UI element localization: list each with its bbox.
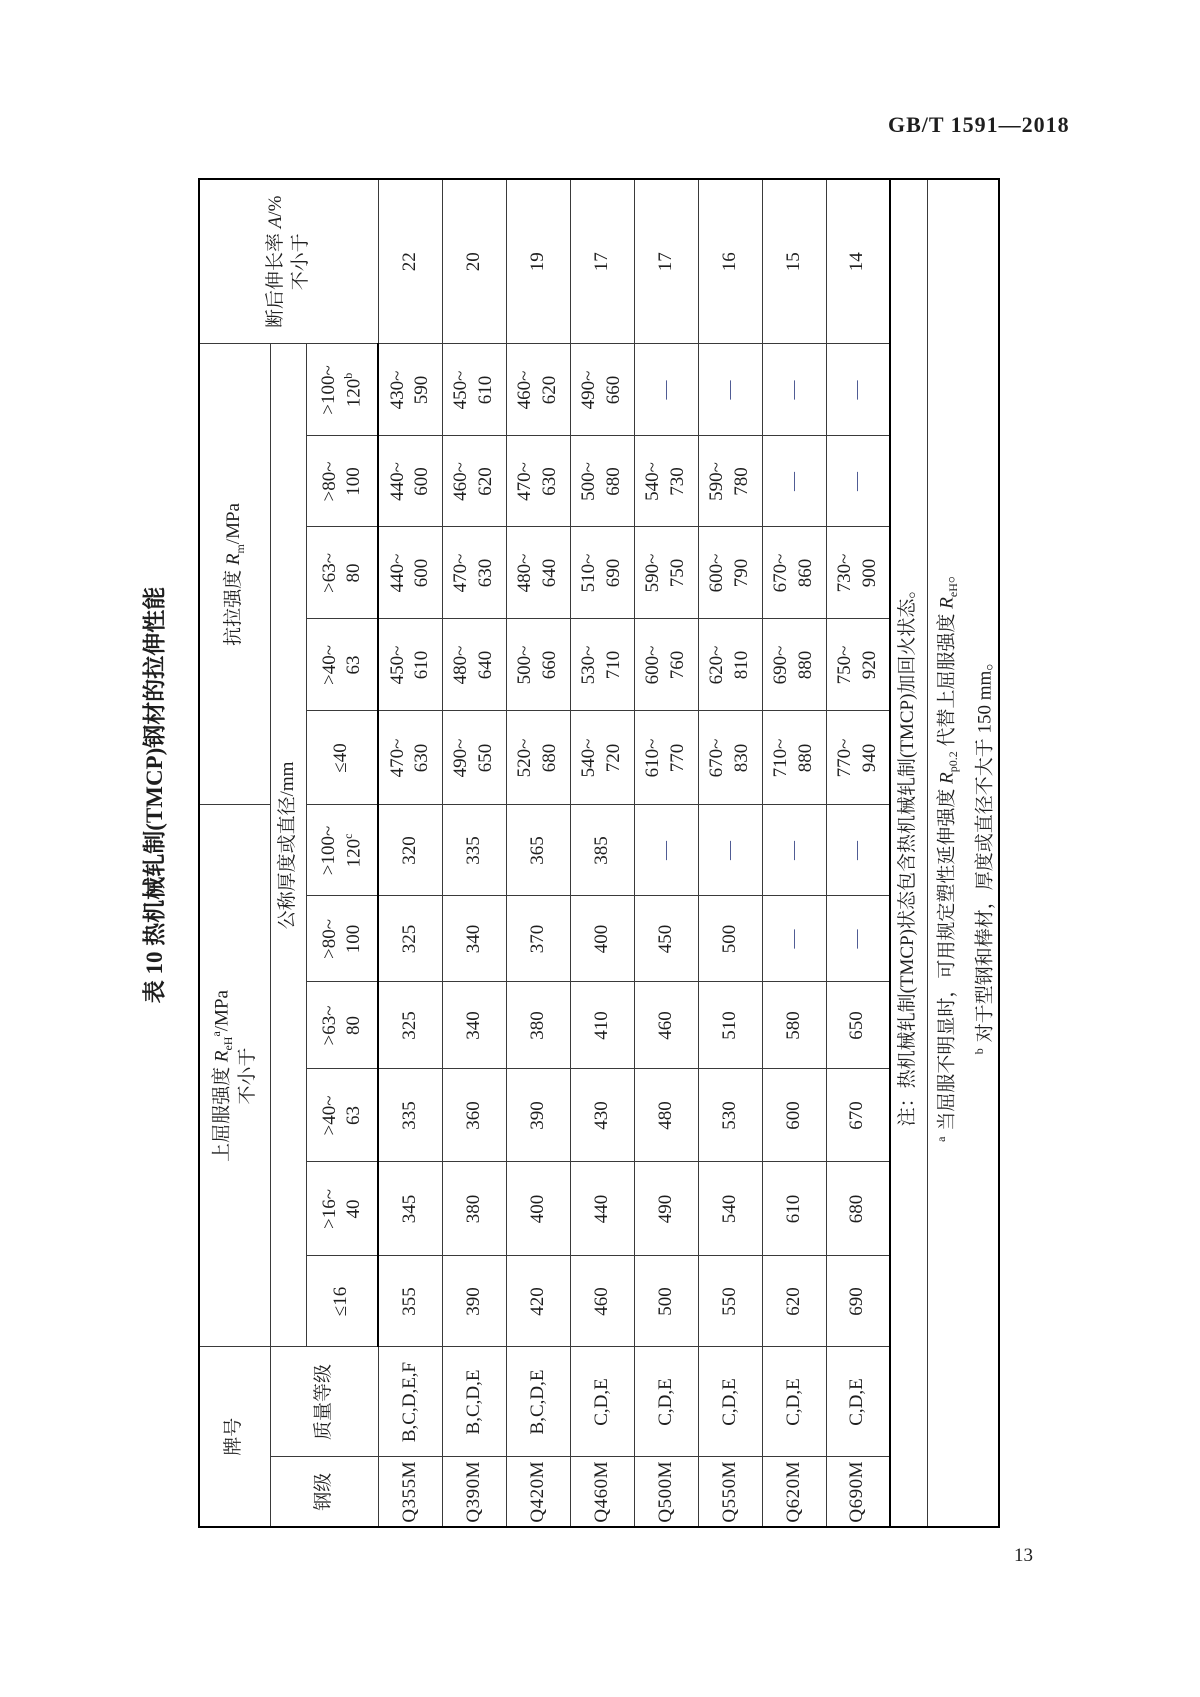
cell-rm-value: 480~ 640: [506, 527, 570, 619]
thickness-range-cell: >63~ 80: [306, 982, 378, 1069]
cell-reh-value: 500: [634, 1256, 698, 1347]
tensile-properties-table: [198, 178, 1000, 1528]
cell-grade: Q420M: [506, 1457, 570, 1527]
cell-rm-value: 710~ 880: [762, 711, 826, 805]
cell-rm-value: 670~ 860: [762, 527, 826, 619]
cell-quality: C,D,E: [762, 1347, 826, 1457]
steel-grade-row: [762, 179, 826, 1527]
header-row-2: [270, 179, 306, 1527]
cell-grade: Q690M: [826, 1457, 890, 1527]
cell-elongation-value: 19: [506, 179, 570, 344]
cell-quality: C,D,E: [698, 1347, 762, 1457]
cell-grade: Q500M: [634, 1457, 698, 1527]
cell-rm-value: 520~ 680: [506, 711, 570, 805]
cell-reh-value: 340: [442, 982, 506, 1069]
rm-symbol: R: [222, 553, 244, 566]
cell-reh-value: 355: [378, 1256, 442, 1347]
header-steel-grade: 钢级: [270, 1457, 378, 1527]
cell-reh-value: 370: [506, 896, 570, 982]
thickness-range-cell: >80~ 100: [306, 436, 378, 527]
cell-rm-value: 600~ 760: [634, 619, 698, 711]
cell-rm-value: 470~ 630: [442, 527, 506, 619]
reh-symbol: R: [210, 1050, 232, 1063]
cell-reh-value: 345: [378, 1162, 442, 1256]
thickness-range-cell: >16~ 40: [306, 1162, 378, 1256]
cell-rm-value: 460~ 620: [442, 436, 506, 527]
cell-reh-value: 670: [826, 1069, 890, 1162]
cell-rm-value: 440~ 600: [378, 527, 442, 619]
cell-grade: Q550M: [698, 1457, 762, 1527]
cell-reh-value: 450: [634, 896, 698, 982]
standard-number: GB/T 1591—2018: [888, 112, 1070, 137]
header-quality-grade: 质量等级: [270, 1347, 378, 1457]
table-footnotes-row: [927, 179, 999, 1527]
not-less-than-label: 不小于: [237, 1047, 259, 1105]
page-number: 13: [1014, 1545, 1033, 1566]
cell-reh-value: 335: [378, 1069, 442, 1162]
cell-reh-value: 580: [762, 982, 826, 1069]
cell-rm-value: 750~ 920: [826, 619, 890, 711]
header-grade-group: 牌号: [199, 1347, 270, 1527]
cell-reh-value: —: [826, 805, 890, 896]
cell-rm-value: —: [762, 436, 826, 527]
cell-rm-value: —: [698, 344, 762, 436]
cell-reh-value: —: [698, 805, 762, 896]
cell-reh-value: 320: [378, 805, 442, 896]
cell-reh-value: 540: [698, 1162, 762, 1256]
cell-reh-value: 440: [570, 1162, 634, 1256]
cell-reh-value: 410: [570, 982, 634, 1069]
cell-rm-value: 600~ 790: [698, 527, 762, 619]
cell-rm-value: 730~ 900: [826, 527, 890, 619]
cell-reh-value: —: [826, 896, 890, 982]
cell-rm-value: 530~ 710: [570, 619, 634, 711]
cell-quality: B,C,D,E,F: [378, 1347, 442, 1457]
cell-rm-value: 690~ 880: [762, 619, 826, 711]
cell-elongation-value: 16: [698, 179, 762, 344]
cell-reh-value: 460: [570, 1256, 634, 1347]
cell-grade: Q390M: [442, 1457, 506, 1527]
cell-rm-value: 490~ 650: [442, 711, 506, 805]
cell-reh-value: 620: [762, 1256, 826, 1347]
cell-rm-value: —: [826, 344, 890, 436]
cell-rm-value: —: [826, 436, 890, 527]
footnote-a: $^a$当屈服不明显时，可用规定塑性延伸强度 $R_{p0.2}$ 代替上屈服强度 $R_{eH}$。: [933, 564, 960, 1142]
cell-reh-value: 400: [570, 896, 634, 982]
header-row-1: [199, 179, 270, 1527]
cell-rm-value: 450~ 610: [378, 619, 442, 711]
thickness-range-cell: ≤40: [306, 711, 378, 805]
thickness-range-cell: >40~ 63: [306, 1069, 378, 1162]
cell-rm-value: 470~ 630: [378, 711, 442, 805]
steel-grade-row: [570, 179, 634, 1527]
cell-rm-value: —: [634, 344, 698, 436]
cell-reh-value: 490: [634, 1162, 698, 1256]
header-elongation: 断后伸长率 A/% 不小于: [199, 179, 378, 344]
cell-reh-value: 680: [826, 1162, 890, 1256]
thickness-range-cell: >40~ 63: [306, 619, 378, 711]
header-nominal-thickness: 公称厚度或直径/mm: [270, 344, 306, 1347]
cell-rm-value: —: [762, 344, 826, 436]
footnote-b: $^b$对于型钢和棒材，厚度或直径不大于 150 mm。: [971, 651, 995, 1055]
thickness-range-cell: >100~ 120$^b$: [306, 344, 378, 436]
cell-rm-value: 620~ 810: [698, 619, 762, 711]
cell-elongation-value: 22: [378, 179, 442, 344]
cell-quality: B,C,D,E: [506, 1347, 570, 1457]
cell-reh-value: 325: [378, 896, 442, 982]
cell-reh-value: 340: [442, 896, 506, 982]
cell-rm-value: 540~ 720: [570, 711, 634, 805]
cell-reh-value: 360: [442, 1069, 506, 1162]
cell-rm-value: 460~ 620: [506, 344, 570, 436]
cell-elongation-value: 15: [762, 179, 826, 344]
cell-reh-value: 430: [570, 1069, 634, 1162]
cell-reh-value: 460: [634, 982, 698, 1069]
cell-elongation-value: 17: [570, 179, 634, 344]
cell-reh-value: 390: [506, 1069, 570, 1162]
table-title: 表 10 热机械轧制(TMCP)钢材的拉伸性能: [142, 586, 167, 1004]
rotated-table-container: [198, 180, 997, 1528]
cell-reh-value: 500: [698, 896, 762, 982]
cell-reh-value: 380: [506, 982, 570, 1069]
steel-grade-row: [506, 179, 570, 1527]
cell-rm-value: 480~ 640: [442, 619, 506, 711]
cell-rm-value: 430~ 590: [378, 344, 442, 436]
cell-reh-value: 650: [826, 982, 890, 1069]
cell-quality: B,C,D,E: [442, 1347, 506, 1457]
steel-grade-row: [698, 179, 762, 1527]
thickness-range-cell: >63~ 80: [306, 527, 378, 619]
cell-reh-value: 610: [762, 1162, 826, 1256]
cell-reh-value: 480: [634, 1069, 698, 1162]
cell-reh-value: 690: [826, 1256, 890, 1347]
steel-grade-row: [378, 179, 442, 1527]
thickness-range-cell: ≤16: [306, 1256, 378, 1347]
cell-rm-value: 500~ 680: [570, 436, 634, 527]
not-less-than-label: 不小于: [289, 233, 311, 291]
cell-rm-value: 590~ 780: [698, 436, 762, 527]
cell-rm-value: 450~ 610: [442, 344, 506, 436]
thickness-range-row: [306, 179, 378, 1527]
cell-reh-value: 380: [442, 1162, 506, 1256]
cell-reh-value: 550: [698, 1256, 762, 1347]
cell-reh-value: 400: [506, 1162, 570, 1256]
cell-grade: Q620M: [762, 1457, 826, 1527]
cell-reh-value: 325: [378, 982, 442, 1069]
cell-reh-value: 600: [762, 1069, 826, 1162]
cell-rm-value: 510~ 690: [570, 527, 634, 619]
steel-grade-row: [826, 179, 890, 1527]
cell-reh-value: 365: [506, 805, 570, 896]
cell-rm-value: 540~ 730: [634, 436, 698, 527]
cell-quality: C,D,E: [570, 1347, 634, 1457]
cell-reh-value: 420: [506, 1256, 570, 1347]
cell-grade: Q355M: [378, 1457, 442, 1527]
cell-rm-value: 770~ 940: [826, 711, 890, 805]
cell-reh-value: 385: [570, 805, 634, 896]
cell-reh-value: —: [634, 805, 698, 896]
cell-grade: Q460M: [570, 1457, 634, 1527]
cell-elongation-value: 14: [826, 179, 890, 344]
cell-rm-value: 470~ 630: [506, 436, 570, 527]
cell-reh-value: 510: [698, 982, 762, 1069]
cell-rm-value: 590~ 750: [634, 527, 698, 619]
table-note-row: [890, 179, 927, 1527]
note-a-marker: a: [208, 1031, 223, 1037]
cell-reh-value: 335: [442, 805, 506, 896]
cell-quality: C,D,E: [634, 1347, 698, 1457]
thickness-range-cell: >100~ 120$^c$: [306, 805, 378, 896]
cell-elongation-value: 17: [634, 179, 698, 344]
cell-rm-value: 440~ 600: [378, 436, 442, 527]
cell-rm-value: 670~ 830: [698, 711, 762, 805]
thickness-range-cell: >80~ 100: [306, 896, 378, 982]
cell-reh-value: —: [762, 805, 826, 896]
note-general: 注：热机械轧制(TMCP)状态包含热机械轧制(TMCP)加回火状态。: [890, 179, 927, 1527]
cell-quality: C,D,E: [826, 1347, 890, 1457]
cell-rm-value: 490~ 660: [570, 344, 634, 436]
cell-reh-value: 530: [698, 1069, 762, 1162]
cell-rm-value: 610~ 770: [634, 711, 698, 805]
steel-grade-row: [634, 179, 698, 1527]
steel-grade-row: [442, 179, 506, 1527]
cell-rm-value: 500~ 660: [506, 619, 570, 711]
a-symbol: A: [265, 216, 287, 229]
cell-reh-value: —: [762, 896, 826, 982]
cell-reh-value: 390: [442, 1256, 506, 1347]
header-tensile-strength: 抗拉强度 $R_m$/MPa: [199, 344, 270, 805]
header-upper-yield-strength: 上屈服强度 $R_{eH}^a$/MPa 不小于: [199, 805, 270, 1347]
cell-elongation-value: 20: [442, 179, 506, 344]
